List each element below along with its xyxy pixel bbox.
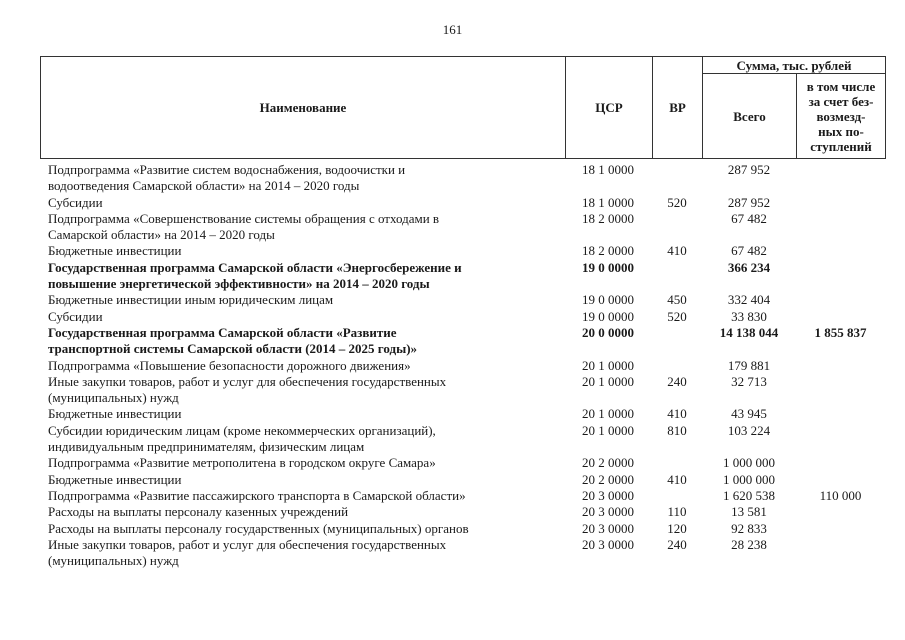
row-total: 67 482	[731, 210, 767, 226]
row-name	[40, 195, 576, 211]
row-name-line: Иные закупки товаров, работ и услуг для обеспечения государственных	[48, 373, 447, 389]
row-name	[40, 423, 576, 456]
header-free	[797, 74, 886, 159]
row-vr: 810	[667, 422, 687, 438]
row-csr: 20 2 0000	[582, 471, 634, 487]
row-csr: 20 3 0000	[582, 487, 634, 503]
row-name-line: Подпрограмма «Развитие метрополитена в городском округе Самара»	[48, 455, 436, 471]
row-csr: 20 3 0000	[582, 504, 634, 520]
row-csr: 19 0 0000	[582, 308, 634, 324]
row-vr: 110	[667, 504, 687, 520]
row-csr: 20 1 0000	[582, 406, 634, 422]
row-name-line: Расходы на выплаты персоналу казенных учреждений	[48, 504, 349, 520]
row-name	[40, 325, 576, 358]
row-name-line: Субсидии юридическим лицам (кроме некоммерческих организаций),	[48, 422, 436, 438]
row-name-line: Подпрограмма «Развитие систем водоснабжения, водоочистки и	[48, 162, 406, 177]
table-row	[40, 488, 885, 504]
table-row	[40, 358, 885, 374]
row-name-line: Бюджетные инвестиции иным юридическим лицам	[48, 292, 334, 308]
header-sum-group: Сумма, тыс. рублей	[703, 57, 886, 74]
row-name-line: Субсидии	[48, 308, 103, 324]
row-name-line: Бюджетные инвестиции	[48, 406, 182, 422]
row-name-line: Подпрограмма «Развитие пассажирского транспорта в Самарской области»	[48, 487, 466, 503]
row-total: 1 620 538	[723, 487, 775, 503]
row-name	[40, 358, 576, 374]
table-body	[40, 162, 885, 569]
row-csr: 19 0 0000	[582, 259, 634, 275]
row-name	[40, 374, 576, 407]
row-vr: 240	[667, 373, 687, 389]
table-row	[40, 325, 885, 358]
row-csr: 20 1 0000	[582, 422, 634, 438]
row-total: 92 833	[731, 520, 767, 536]
row-csr: 20 2 0000	[582, 455, 634, 471]
row-csr: 20 1 0000	[582, 373, 634, 389]
row-total: 366 234	[727, 259, 771, 275]
row-name	[40, 162, 576, 195]
row-total: 13 581	[731, 504, 767, 520]
table-row	[40, 292, 885, 308]
row-name-line: водоотведения Самарской области» на 2014 – 2020 годы	[48, 178, 360, 194]
row-csr: 18 2 0000	[582, 210, 634, 226]
table-row	[40, 537, 885, 570]
row-name-line: Государственная программа Самарской области «Развитие	[48, 324, 397, 340]
row-name-line: транспортной системы Самарской области (2014 – 2025 годы)»	[48, 341, 418, 357]
row-name	[40, 260, 576, 293]
header-total: Всего	[703, 74, 797, 159]
row-name-line: (муниципальных) нужд	[48, 390, 179, 406]
row-total: 33 830	[731, 308, 767, 324]
row-vr: 410	[667, 243, 687, 259]
row-csr: 18 2 0000	[582, 243, 634, 259]
header-free-line: ступлений	[810, 138, 872, 154]
header-name: Наименование	[41, 57, 566, 159]
table-row	[40, 243, 885, 259]
header-free-line: ных по-	[818, 123, 864, 139]
row-name-line: Субсидии	[48, 194, 103, 210]
header-free-line: в том числе	[806, 78, 876, 94]
row-total: 14 138 044	[719, 324, 779, 340]
row-total: 287 952	[727, 194, 771, 210]
row-name	[40, 472, 576, 488]
table-row	[40, 260, 885, 293]
table-row	[40, 423, 885, 456]
row-free: 110 000	[819, 487, 862, 503]
row-vr: 240	[667, 536, 687, 552]
row-name	[40, 309, 576, 325]
table-row	[40, 472, 885, 488]
table-row	[40, 455, 885, 471]
row-name-line: Иные закупки товаров, работ и услуг для обеспечения государственных	[48, 536, 447, 552]
row-name-line: (муниципальных) нужд	[48, 553, 179, 569]
row-total: 103 224	[727, 422, 771, 438]
row-name-line: Расходы на выплаты персоналу государственных (муниципальных) органов	[48, 520, 469, 536]
row-total: 28 238	[731, 536, 767, 552]
row-total: 332 404	[727, 292, 771, 308]
row-name-line: повышение энергетической эффективности» на 2014 – 2020 годы	[48, 276, 430, 292]
row-name-line: Государственная программа Самарской области «Энергосбережение и	[48, 259, 462, 275]
page-number: 161	[442, 22, 463, 37]
row-total: 287 952	[727, 162, 771, 177]
row-name-line: Бюджетные инвестиции	[48, 243, 182, 259]
row-csr: 20 1 0000	[582, 357, 634, 373]
table-row	[40, 406, 885, 422]
header-free-line: за счет без-	[808, 93, 874, 109]
row-csr: 19 0 0000	[582, 292, 634, 308]
table-row	[40, 162, 885, 195]
table-row	[40, 309, 885, 325]
row-name	[40, 504, 576, 520]
row-name-line: Бюджетные инвестиции	[48, 471, 182, 487]
table-row	[40, 374, 885, 407]
row-name	[40, 243, 576, 259]
header-vr: ВР	[653, 57, 703, 159]
table-row	[40, 211, 885, 244]
row-total: 43 945	[731, 406, 767, 422]
row-csr: 18 1 0000	[582, 194, 634, 210]
row-vr: 120	[667, 520, 687, 536]
table-row	[40, 195, 885, 211]
header-free-line: возмезд-	[816, 108, 866, 124]
row-total: 1 000 000	[723, 455, 775, 471]
row-name	[40, 537, 576, 570]
row-name	[40, 211, 576, 244]
row-csr: 18 1 0000	[582, 162, 634, 177]
row-csr: 20 0 0000	[582, 324, 634, 340]
table-row	[40, 521, 885, 537]
row-name-line: Подпрограмма «Повышение безопасности дорожного движения»	[48, 357, 411, 373]
table-row	[40, 504, 885, 520]
row-name	[40, 292, 576, 308]
row-vr: 450	[667, 292, 687, 308]
row-total: 179 881	[727, 357, 771, 373]
row-name-line: индивидуальным предпринимателям, физическим лицам	[48, 439, 365, 455]
row-total: 1 000 000	[723, 471, 775, 487]
row-name-line: Самарской области» на 2014 – 2020 годы	[48, 227, 275, 243]
row-name	[40, 406, 576, 422]
row-total: 67 482	[731, 243, 767, 259]
row-csr: 20 3 0000	[582, 520, 634, 536]
row-vr: 520	[667, 308, 687, 324]
row-vr: 410	[667, 406, 687, 422]
row-vr: 410	[667, 471, 687, 487]
table-header	[40, 56, 886, 159]
row-name	[40, 488, 576, 504]
row-name	[40, 521, 576, 537]
row-csr: 20 3 0000	[582, 536, 634, 552]
row-total: 32 713	[731, 373, 767, 389]
row-name	[40, 455, 576, 471]
row-free: 1 855 837	[814, 324, 867, 340]
row-vr: 520	[667, 194, 687, 210]
row-name-line: Подпрограмма «Совершенствование системы обращения с отходами в	[48, 210, 440, 226]
header-csr: ЦСР	[566, 57, 653, 159]
